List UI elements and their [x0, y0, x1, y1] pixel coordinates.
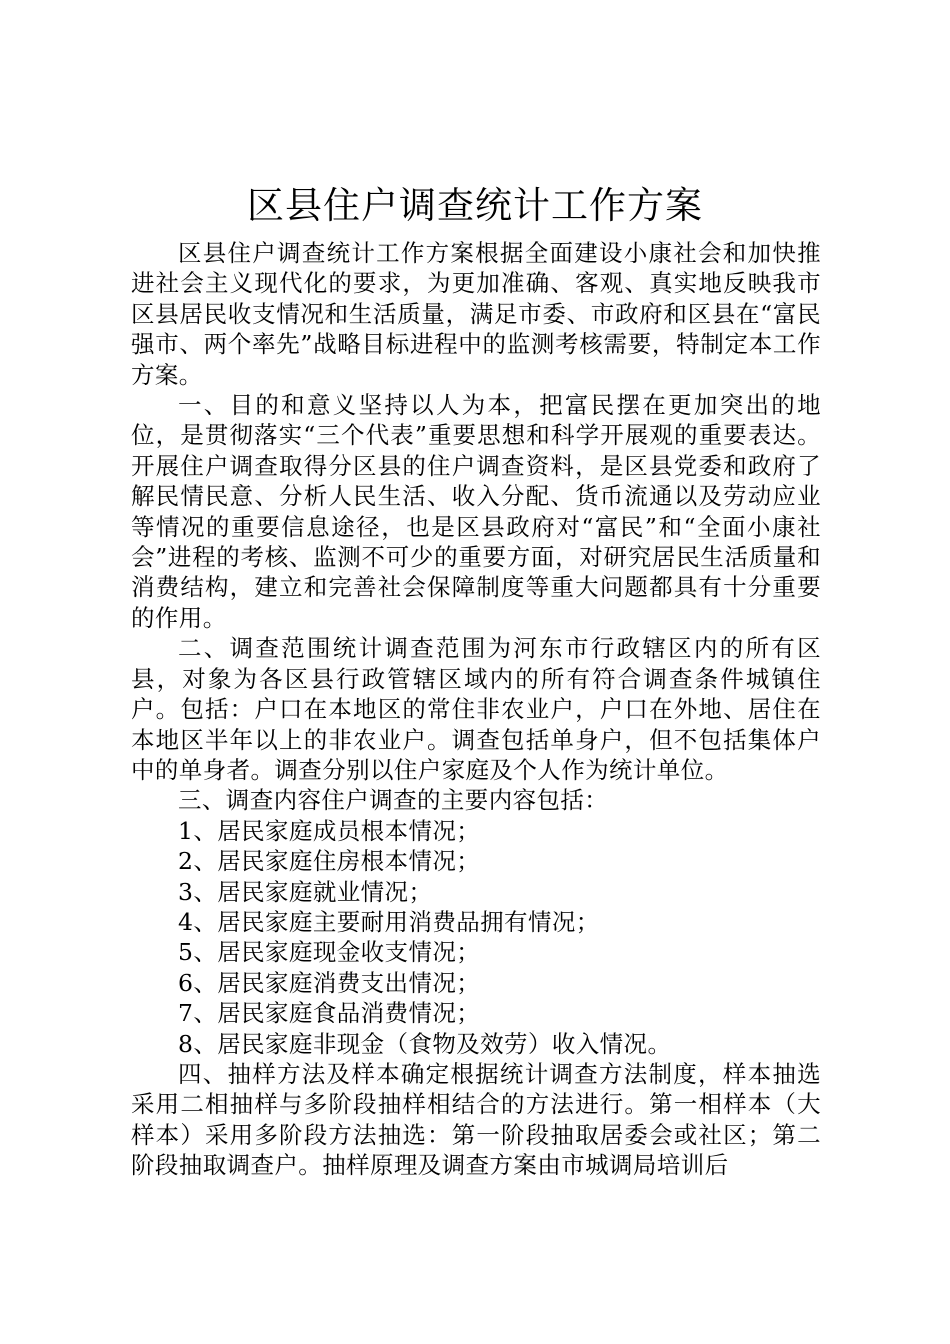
list-item: 7、居民家庭食品消费情况； [178, 999, 481, 1028]
list-item: 1、居民家庭成员根本情况； [178, 816, 481, 845]
section-2-paragraph: 二、调查范围统计调查范围为河东市行政辖区内的所有区县，对象为各区县行政管辖区域内的所有符合调查条件城镇住户。包括：户口在本地区的常住非农业户，户口在外地、居住在本地区半年以上的非农业户。调查包括单身户，但不包括集体户中的单身者。调查分别以住户家庭及个人作为统计单位。 [131, 634, 821, 784]
list-item: 4、居民家庭主要耐用消费品拥有情况； [178, 907, 600, 936]
list-item: 8、居民家庭非现金（食物及效劳）收入情况。 [178, 1029, 672, 1058]
section-1-paragraph: 一、目的和意义坚持以人为本，把富民摆在更加突出的地位，是贯彻落实“三个代表”重要思想和科学开展观的重要表达。开展住户调查取得分区县的住户调查资料，是区县党委和政府了解民情民意、分析人民生活、收入分配、货币流通以及劳动应业等情况的重要信息途径，也是区县政府对“富民”和“全面小康社会”进程的考核、监测不可少的重要方面，对研究居民生活质量和消费结构，建立和完善社会保障制度等重大问题都具有十分重要的作用。 [131, 391, 821, 632]
list-item: 2、居民家庭住房根本情况； [178, 847, 481, 876]
section-4-paragraph: 四、抽样方法及样本确定根据统计调查方法制度，样本抽选采用二相抽样与多阶段抽样相结合的方法进行。第一相样本（大样本）采用多阶段方法抽选：第一阶段抽取居委会或社区；第二阶段抽取调查户。抽样原理及调查方案由市城调局培训后 [131, 1059, 821, 1180]
list-item: 3、居民家庭就业情况； [178, 877, 433, 906]
intro-paragraph: 区县住户调查统计工作方案根据全面建设小康社会和加快推进社会主义现代化的要求，为更加准确、客观、真实地反映我市区县居民收支情况和生活质量，满足市委、市政府和区县在“富民强市、两个率先”战略目标进程中的监测考核需要，特制定本工作方案。 [131, 239, 821, 389]
section-3-heading: 三、调查内容住户调查的主要内容包括： [178, 786, 609, 815]
list-item: 6、居民家庭消费支出情况； [178, 968, 481, 997]
document-title: 区县住户调查统计工作方案 [247, 184, 703, 227]
list-item: 5、居民家庭现金收支情况； [178, 938, 481, 967]
document-body [131, 238, 821, 1181]
